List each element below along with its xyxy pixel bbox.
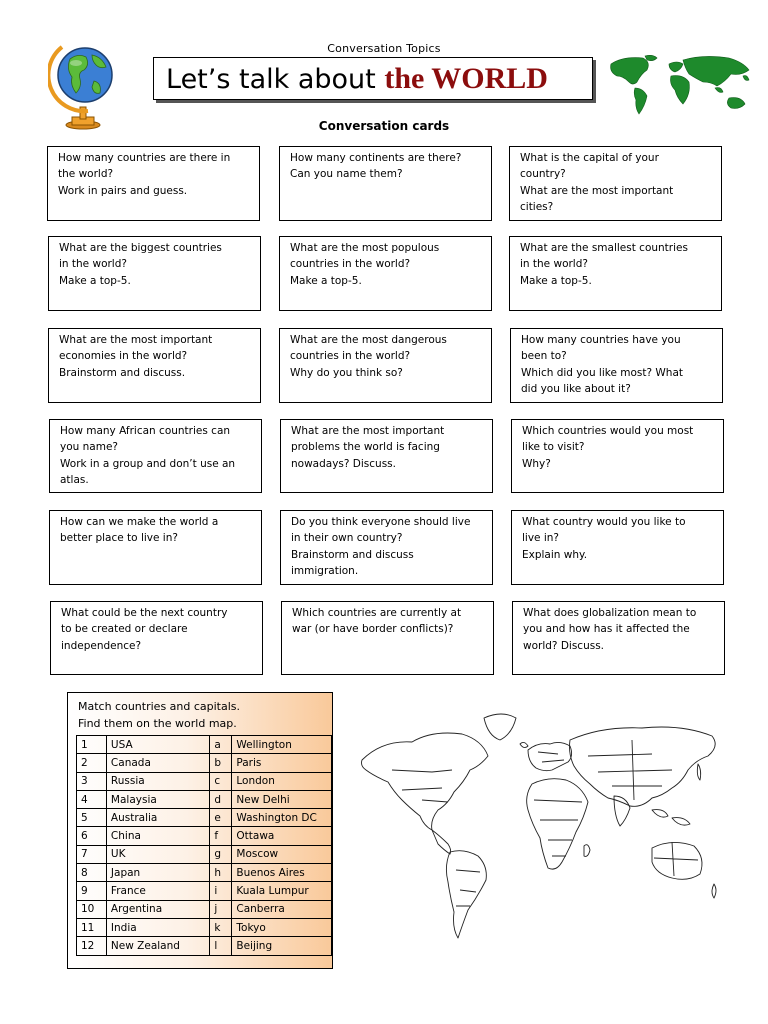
- card-line: How many countries are there in: [58, 152, 231, 164]
- country-cell: China: [106, 827, 209, 845]
- country-cell: New Zealand: [106, 937, 209, 955]
- card-line: in the world?: [59, 258, 127, 271]
- table-row: [77, 845, 332, 863]
- matching-table: [76, 735, 332, 956]
- row-letter: e: [210, 809, 232, 827]
- table-row: [77, 918, 332, 936]
- row-letter: b: [210, 754, 232, 772]
- row-number: 10: [77, 900, 107, 918]
- title-accent: the WORLD: [384, 62, 548, 95]
- card-line: country?: [520, 168, 566, 181]
- row-number: 2: [77, 754, 107, 772]
- row-letter: f: [210, 827, 232, 845]
- capital-cell: Tokyo: [232, 918, 332, 936]
- table-row: [77, 736, 332, 754]
- capital-cell: Washington DC: [232, 809, 332, 827]
- card-line: Brainstorm and discuss.: [59, 366, 186, 379]
- page-subtitle: Conversation Topics: [327, 42, 441, 55]
- country-cell: Argentina: [106, 900, 209, 918]
- capital-cell: Beijing: [232, 937, 332, 955]
- conversation-card: [511, 510, 724, 585]
- card-line: like to visit?: [522, 441, 585, 454]
- conversation-card: [509, 146, 722, 221]
- row-number: 4: [77, 790, 107, 808]
- capital-cell: Ottawa: [232, 827, 332, 845]
- row-number: 9: [77, 882, 107, 900]
- row-letter: i: [210, 882, 232, 900]
- country-cell: Japan: [106, 864, 209, 882]
- card-line: nowadays? Discuss.: [291, 457, 396, 470]
- card-line: you name?: [60, 441, 118, 454]
- page-title: [166, 62, 548, 96]
- country-cell: Russia: [106, 772, 209, 790]
- card-line: Make a top-5.: [59, 274, 131, 287]
- conversation-card: [49, 510, 262, 585]
- card-line: Why?: [522, 457, 551, 470]
- card-line: What country would you like to: [522, 516, 686, 528]
- card-line: What does globalization mean to: [523, 607, 697, 619]
- country-cell: India: [106, 918, 209, 936]
- card-line: Can you name them?: [290, 168, 403, 181]
- conversation-card: [281, 601, 494, 675]
- table-row: [77, 882, 332, 900]
- row-number: 7: [77, 845, 107, 863]
- world-outline-map: [352, 700, 728, 950]
- table-row: [77, 772, 332, 790]
- card-line: better place to live in?: [60, 532, 178, 545]
- card-line: did you like about it?: [521, 382, 631, 395]
- conversation-card: [512, 601, 725, 675]
- card-line: How can we make the world a: [60, 516, 219, 528]
- capital-cell: Paris: [232, 754, 332, 772]
- card-line: What are the most populous: [290, 242, 440, 254]
- card-line: Which did you like most? What: [521, 366, 684, 379]
- card-line: How many continents are there?: [290, 152, 462, 164]
- card-line: live in?: [522, 532, 559, 545]
- conversation-card: [50, 601, 263, 675]
- country-cell: Australia: [106, 809, 209, 827]
- row-number: 11: [77, 918, 107, 936]
- capital-cell: Moscow: [232, 845, 332, 863]
- table-row: [77, 827, 332, 845]
- card-line: Work in pairs and guess.: [58, 184, 188, 197]
- capital-cell: Wellington: [232, 736, 332, 754]
- row-letter: l: [210, 937, 232, 955]
- card-line: Make a top-5.: [520, 274, 592, 287]
- title-box: [153, 57, 593, 100]
- card-line: Which countries would you most: [522, 425, 694, 437]
- card-line: cities?: [520, 200, 554, 213]
- capital-cell: Canberra: [232, 900, 332, 918]
- card-line: What could be the next country: [61, 607, 228, 619]
- card-line: the world?: [58, 168, 114, 181]
- table-row: [77, 754, 332, 772]
- row-letter: c: [210, 772, 232, 790]
- conversation-card: [279, 236, 492, 311]
- conversation-card: [47, 146, 260, 221]
- conversation-card: [49, 419, 262, 493]
- table-row: [77, 937, 332, 955]
- capital-cell: London: [232, 772, 332, 790]
- card-line: How many countries have you: [521, 334, 681, 346]
- conversation-card: [279, 146, 492, 221]
- card-line: to be created or declare: [61, 623, 188, 636]
- card-line: immigration.: [291, 564, 359, 577]
- card-line: countries in the world?: [290, 258, 411, 271]
- card-line: What is the capital of your: [520, 152, 659, 164]
- row-letter: a: [210, 736, 232, 754]
- card-line: independence?: [61, 639, 142, 652]
- row-number: 6: [77, 827, 107, 845]
- card-line: How many African countries can: [60, 425, 231, 437]
- row-number: 12: [77, 937, 107, 955]
- card-line: countries in the world?: [290, 350, 411, 363]
- card-line: Make a top-5.: [290, 274, 362, 287]
- card-line: been to?: [521, 350, 567, 363]
- table-row: [77, 790, 332, 808]
- table-row: [77, 809, 332, 827]
- matching-exercise: [67, 692, 333, 969]
- card-line: in their own country?: [291, 532, 403, 545]
- card-line: What are the most important: [291, 425, 445, 437]
- card-line: Which countries are currently at: [292, 607, 462, 619]
- matching-instruction: Match countries and capitals.: [78, 700, 241, 713]
- row-letter: d: [210, 790, 232, 808]
- conversation-card: [280, 419, 493, 493]
- country-cell: USA: [106, 736, 209, 754]
- card-line: economies in the world?: [59, 350, 188, 363]
- conversation-card: [510, 328, 723, 403]
- row-letter: h: [210, 864, 232, 882]
- conversation-card: [509, 236, 722, 311]
- country-cell: UK: [106, 845, 209, 863]
- row-letter: k: [210, 918, 232, 936]
- card-line: What are the smallest countries: [520, 242, 688, 254]
- conversation-card: [48, 236, 261, 311]
- table-row: [77, 864, 332, 882]
- row-number: 1: [77, 736, 107, 754]
- card-line: What are the biggest countries: [59, 242, 222, 254]
- row-letter: j: [210, 900, 232, 918]
- cards-heading: Conversation cards: [318, 119, 450, 133]
- country-cell: Malaysia: [106, 790, 209, 808]
- conversation-card: [280, 510, 493, 585]
- card-line: What are the most important: [59, 334, 213, 346]
- card-line: atlas.: [60, 473, 89, 486]
- card-line: What are the most dangerous: [290, 334, 447, 346]
- country-cell: Canada: [106, 754, 209, 772]
- card-line: Why do you think so?: [290, 366, 403, 379]
- card-line: war (or have border conflicts)?: [292, 623, 454, 636]
- row-number: 5: [77, 809, 107, 827]
- conversation-card: [279, 328, 492, 403]
- row-letter: g: [210, 845, 232, 863]
- card-line: Work in a group and don’t use an: [60, 457, 236, 470]
- card-line: world? Discuss.: [523, 639, 605, 652]
- world-map-icon: [603, 52, 759, 122]
- capital-cell: Kuala Lumpur: [232, 882, 332, 900]
- card-line: problems the world is facing: [291, 441, 440, 454]
- card-line: in the world?: [520, 258, 588, 271]
- row-number: 3: [77, 772, 107, 790]
- card-line: What are the most important: [520, 184, 674, 197]
- card-line: you and how has it affected the: [523, 623, 690, 636]
- capital-cell: New Delhi: [232, 790, 332, 808]
- row-number: 8: [77, 864, 107, 882]
- capital-cell: Buenos Aires: [232, 864, 332, 882]
- card-line: Brainstorm and discuss: [291, 548, 414, 561]
- country-cell: France: [106, 882, 209, 900]
- card-line: Explain why.: [522, 548, 588, 561]
- title-prefix: Let’s talk about: [166, 64, 385, 95]
- card-line: Do you think everyone should live: [291, 516, 471, 528]
- conversation-card: [48, 328, 261, 403]
- matching-instruction: Find them on the world map.: [78, 717, 237, 730]
- table-row: [77, 900, 332, 918]
- conversation-card: [511, 419, 724, 493]
